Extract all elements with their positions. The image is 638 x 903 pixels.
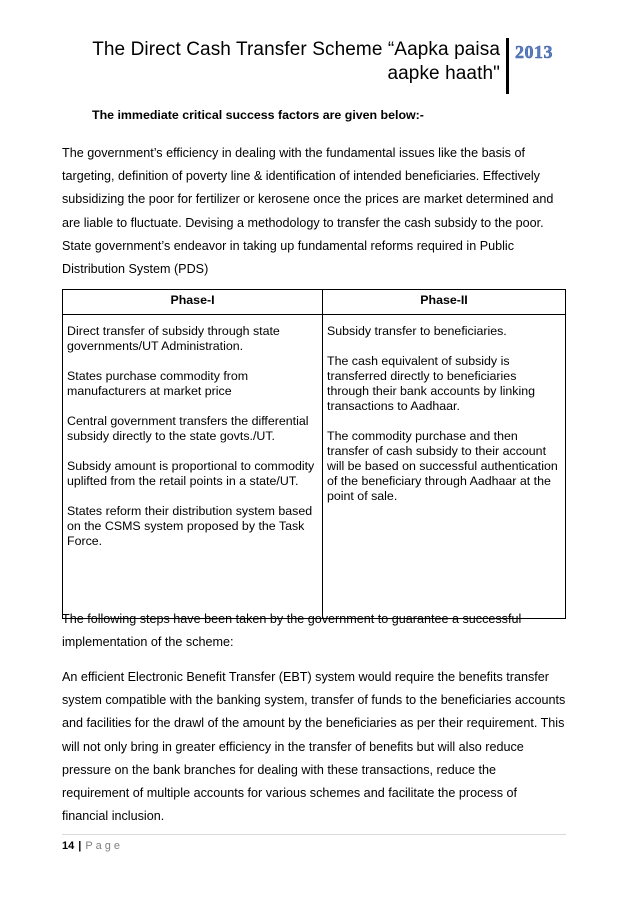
phases-table [62,289,566,619]
page-footer [62,840,123,852]
footer-divider [62,834,566,835]
phase1-item: States purchase commodity from manufacturers at market price [67,369,249,398]
page-label: Page [85,840,124,852]
document-title [62,38,500,86]
title-line-2: aapke haath" [387,63,500,84]
phase1-header: Phase-I [63,290,323,315]
phase1-item: Central government transfers the differential subsidy directly to the state govts./UT. [67,414,309,443]
footer-separator: | [78,840,82,852]
table-row [63,315,566,619]
page-number: 14 [62,840,75,852]
ebt-paragraph: An efficient Electronic Benefit Transfer (EBT) system would require the benefits transfer system compatible with the banking system, transfer of funds to the beneficiaries accounts and facilities for the drawl of the amount by the beneficiaries as per their requirement. This will not only bring in greater efficiency in the transfer of benefits but will also reduce pressure on the bank branches for dealing with these transactions, reduce the requirement of multiple accounts for various schemes and facilitate the process of financial inclusion. [62,670,566,824]
header-year: 2013 [515,42,553,62]
page-header [62,38,566,94]
title-line-1: The Direct Cash Transfer Scheme “Aapka paisa [92,39,500,60]
phase2-item: Subsidy transfer to beneficiaries. [327,324,507,338]
phase1-item: States reform their distribution system based on the CSMS system proposed by the Task Force. [67,504,313,548]
phase1-item: Subsidy amount is proportional to commodity uplifted from the retail points in a state/UT. [67,459,315,488]
intro-paragraph: The government’s efficiency in dealing with the fundamental issues like the basis of targeting, definition of poverty line & identification of intended beneficiaries. Effectively subsidizing the poor for fertilizer or kerosene once the prices are market determined and are liable to fluctuate. Devising a methodology to transfer the cash subsidy to the poor. State government’s endeavor in taking up fundamental reforms required in Public Distribution System (PDS) [62,146,554,277]
table-header-row [63,290,566,315]
phase1-cell [63,315,323,619]
phase2-item: The commodity purchase and then transfer of cash subsidy to their account will be based on successful authentication of the beneficiary through Aadhaar at the point of sale. [327,429,558,503]
phase1-item: Direct transfer of subsidy through state governments/UT Administration. [67,324,280,353]
header-divider [506,38,509,94]
phase2-item: The cash equivalent of subsidy is transferred directly to beneficiaries through their bank accounts by linking transactions to Aadhaar. [327,354,536,413]
steps-paragraph: The following steps have been taken by the government to guarantee a successful implementation of the scheme: [62,612,522,650]
phase2-cell [323,315,566,619]
phase2-header: Phase-II [323,290,566,315]
section-subheading: The immediate critical success factors are given below:- [92,108,424,122]
